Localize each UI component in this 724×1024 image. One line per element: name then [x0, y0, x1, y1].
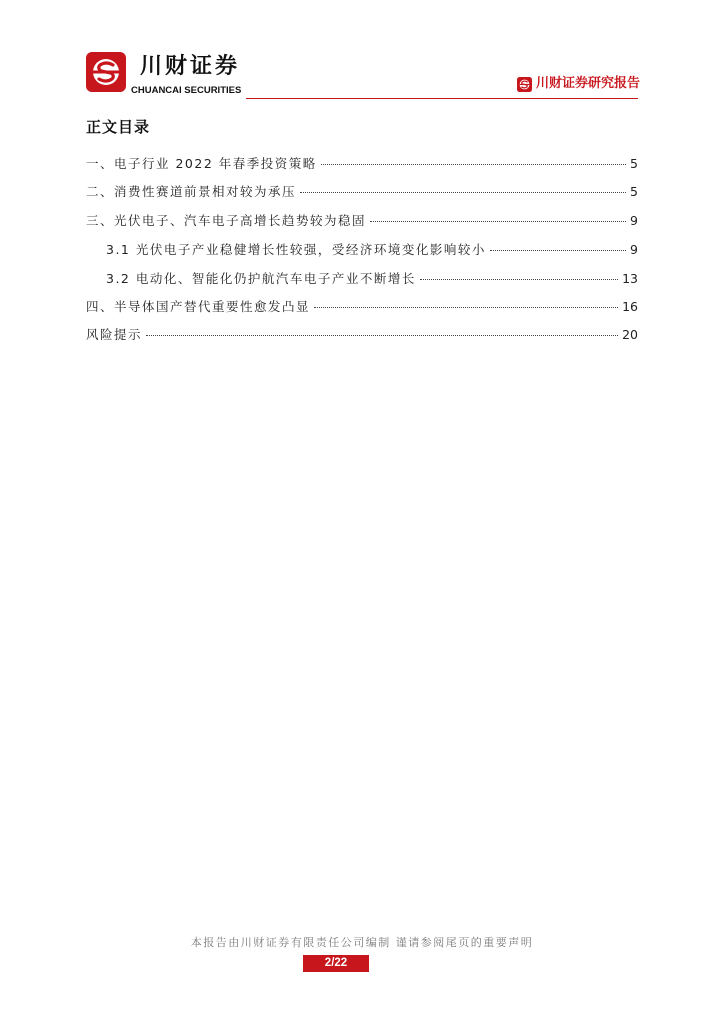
- toc-leader: [490, 250, 626, 251]
- toc-entry-page: 13: [622, 271, 638, 286]
- header-divider: [246, 98, 638, 99]
- footer-disclaimer: 本报告由川财证券有限责任公司编制 谨请参阅尾页的重要声明: [190, 936, 534, 949]
- toc-leader: [370, 221, 626, 222]
- chuancai-mini-logo-icon: [517, 77, 532, 92]
- toc-entry-label: 一、电子行业 2022 年春季投资策略: [86, 156, 317, 171]
- toc-entry-page: 20: [622, 327, 638, 342]
- toc-subentry[interactable]: [106, 269, 638, 289]
- toc-leader: [314, 307, 618, 308]
- chuancai-logo-icon: [86, 52, 126, 92]
- toc-entry[interactable]: [86, 154, 638, 174]
- toc-entry[interactable]: [86, 297, 638, 317]
- toc-entry[interactable]: [86, 325, 638, 345]
- toc-entry-label: 3.1 光伏电子产业稳健增长性较强，受经济环境变化影响较小: [106, 242, 486, 257]
- toc-entry-label: 二、消费性赛道前景相对较为承压: [86, 184, 297, 199]
- toc-entry-label: 三、光伏电子、汽车电子高增长趋势较为稳固: [86, 213, 367, 228]
- toc-leader: [321, 164, 626, 165]
- toc-subentry[interactable]: [106, 240, 638, 260]
- toc-entry-label: 风险提示: [86, 327, 143, 342]
- toc-entry-label: 四、半导体国产替代重要性愈发凸显: [86, 299, 311, 314]
- toc-entry-page: 5: [630, 184, 638, 199]
- page-number-badge: 2/22: [303, 955, 369, 972]
- toc-entry-page: 9: [630, 242, 638, 257]
- toc-title: 正文目录: [86, 118, 151, 136]
- brand-name-english: CHUANCAI SECURITIES: [131, 85, 242, 96]
- toc-leader: [420, 279, 618, 280]
- toc-leader: [300, 192, 626, 193]
- toc-entry[interactable]: [86, 182, 638, 202]
- toc-leader: [146, 335, 618, 336]
- report-tag: [517, 76, 640, 92]
- report-tag-label: 川财证券研究报告: [535, 76, 640, 91]
- toc-entry[interactable]: [86, 211, 638, 231]
- toc-entry-label: 3.2 电动化、智能化仍护航汽车电子产业不断增长: [106, 271, 416, 286]
- toc-entry-page: 5: [630, 156, 638, 171]
- toc-entry-page: 16: [622, 299, 638, 314]
- brand-name: 川财证券: [140, 54, 241, 79]
- toc-entry-page: 9: [630, 213, 638, 228]
